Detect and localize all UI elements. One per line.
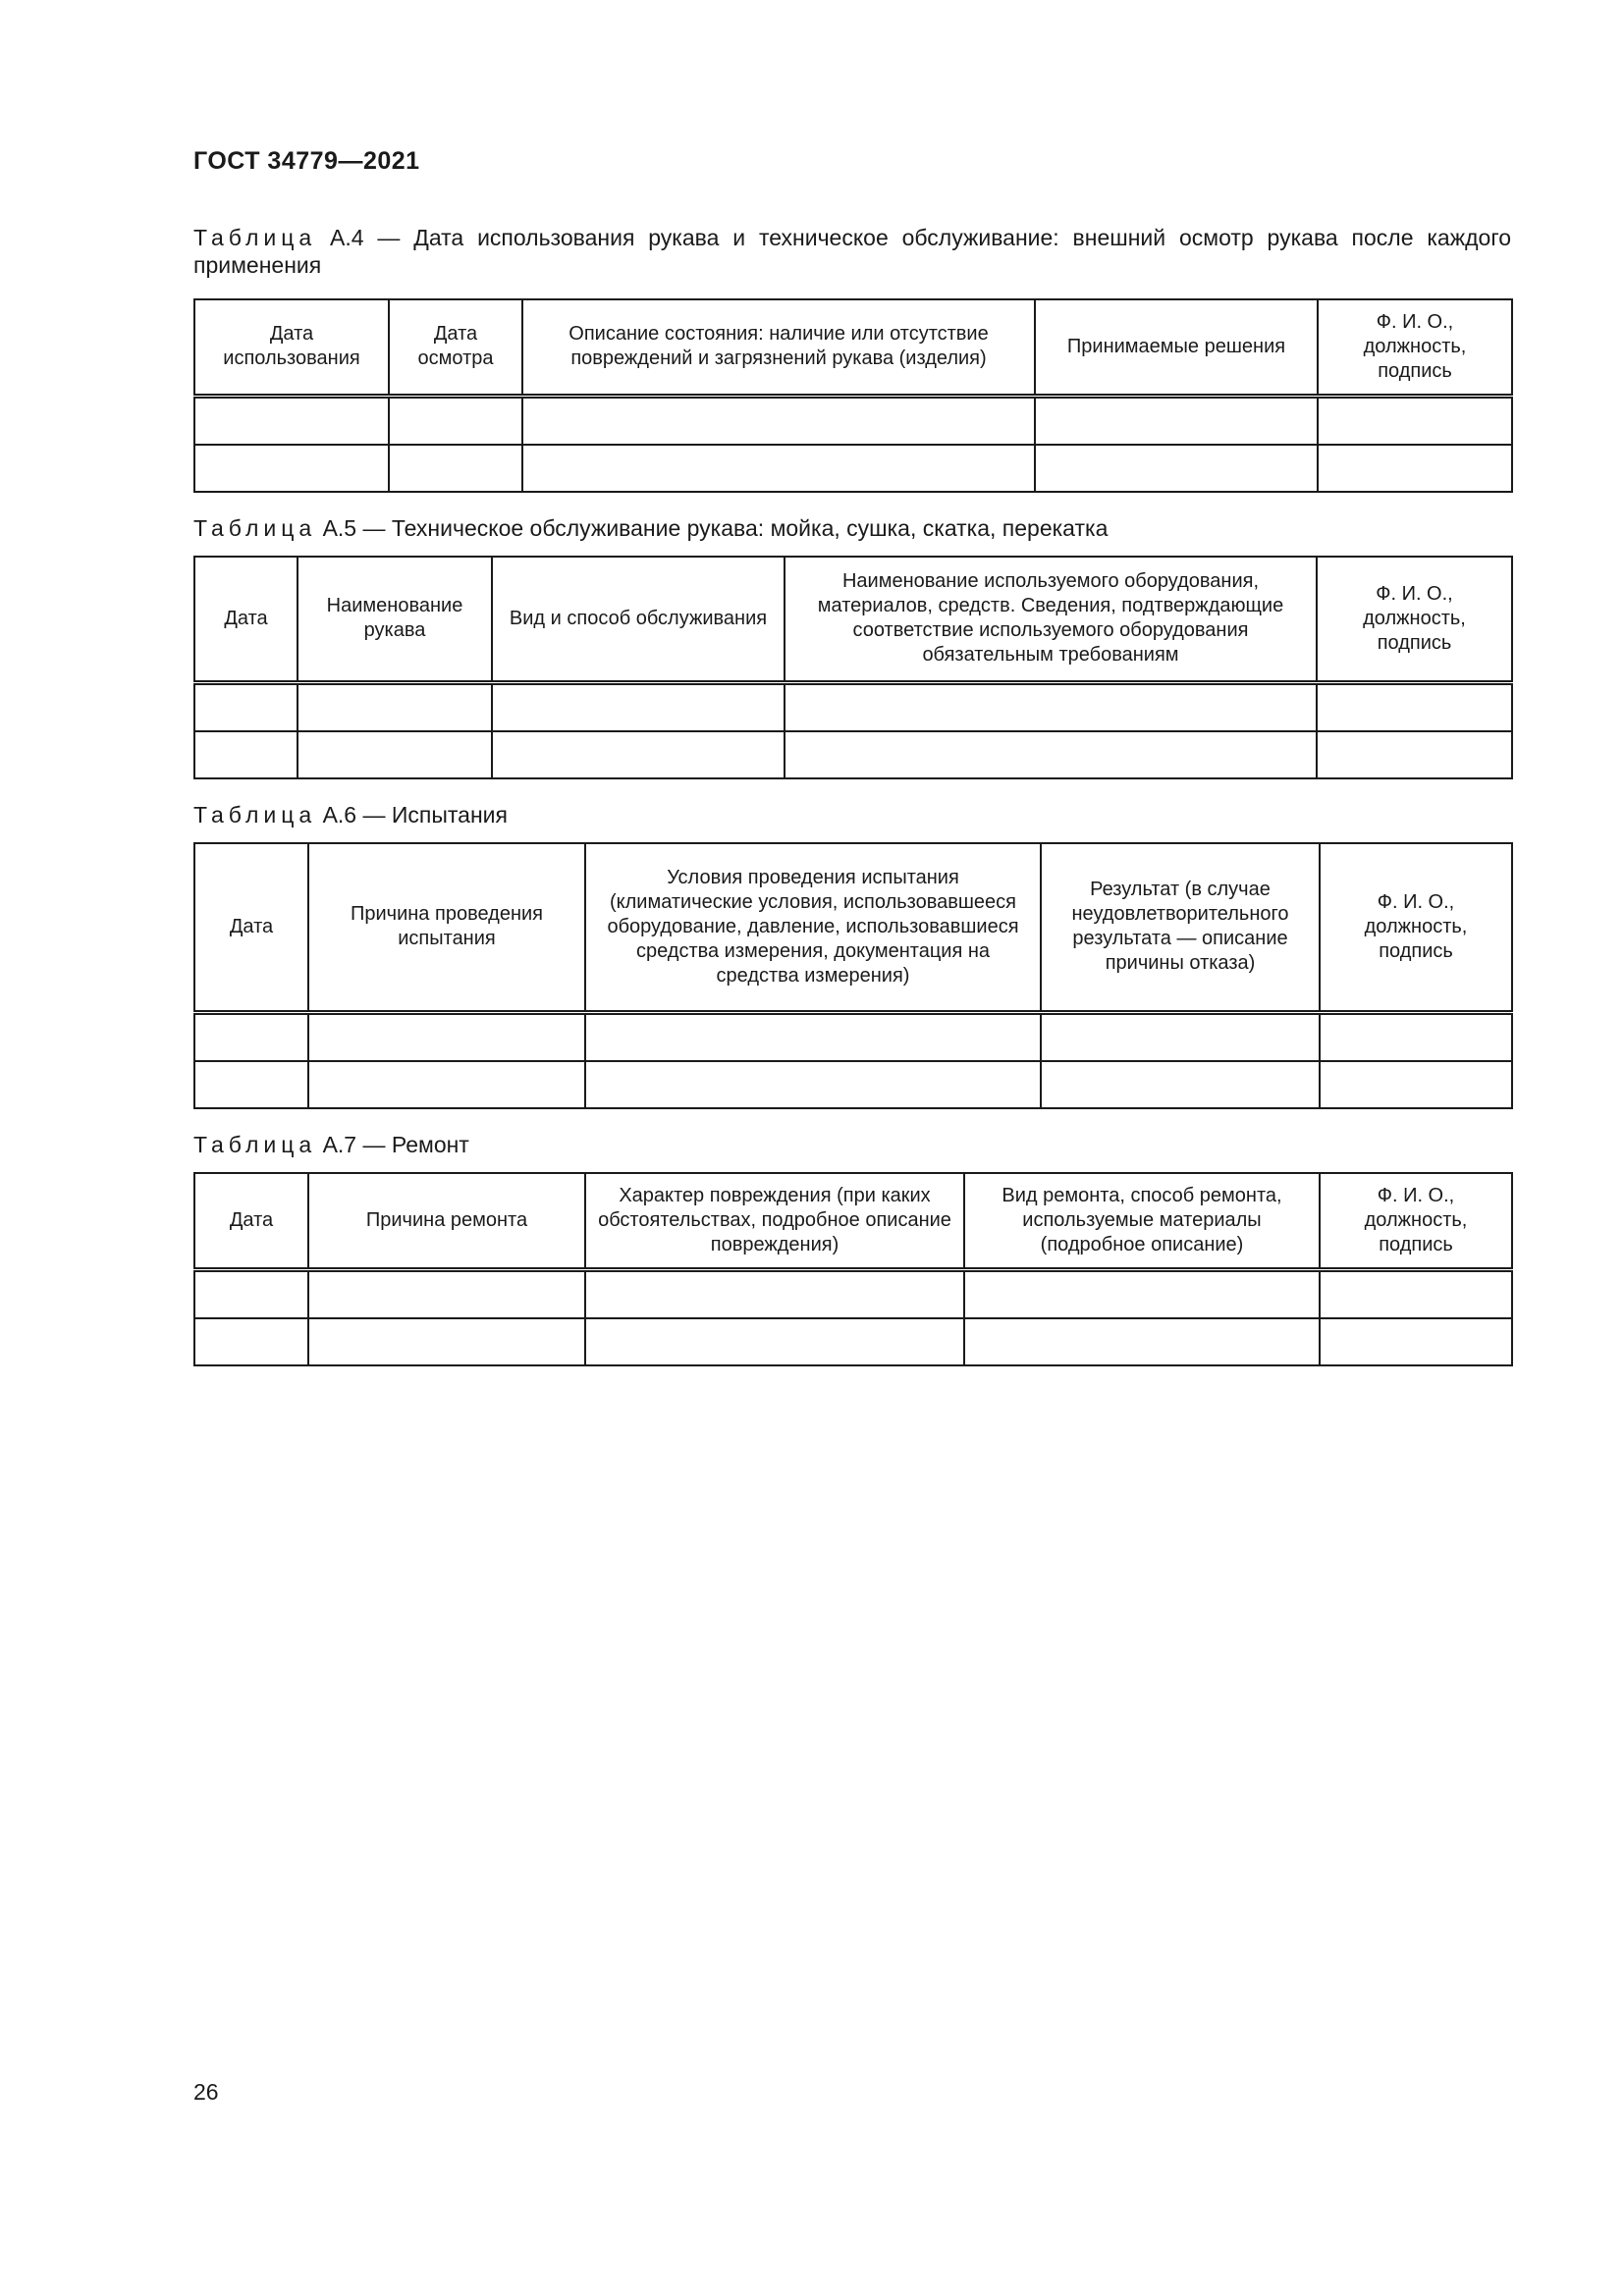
table-cell[interactable] xyxy=(1317,731,1512,778)
table-a6-header-signature: Ф. И. О., должность, подпись xyxy=(1320,843,1512,1012)
table-a4-header-signature: Ф. И. О., должность, подпись xyxy=(1318,299,1512,396)
table-a5-caption-text: А.5 — Техническое обслуживание рукава: мойка, сушка, скатка, перекатка xyxy=(316,515,1109,541)
table-cell[interactable] xyxy=(1318,396,1512,445)
document-header: ГОСТ 34779—2021 xyxy=(193,147,420,175)
table-a4-header-inspection-date: Дата осмотра xyxy=(389,299,522,396)
table-row xyxy=(194,1269,1512,1318)
table-a7-header-signature: Ф. И. О., должность, подпись xyxy=(1320,1173,1512,1269)
table-cell[interactable] xyxy=(194,445,389,492)
table-cell[interactable] xyxy=(522,396,1035,445)
table-cell[interactable] xyxy=(785,731,1317,778)
table-cell[interactable] xyxy=(1320,1012,1512,1061)
table-a5-header-service-type: Вид и способ обслуживания xyxy=(492,557,785,682)
table-a7-caption xyxy=(193,1131,1511,1158)
table-cell[interactable] xyxy=(1320,1269,1512,1318)
table-cell[interactable] xyxy=(1318,445,1512,492)
table-a6-caption xyxy=(193,801,1511,828)
table-a6-header-date: Дата xyxy=(194,843,308,1012)
table-cell[interactable] xyxy=(308,1012,585,1061)
table-a4-header-condition-description: Описание состояния: наличие или отсутствие повреждений и загрязнений рукава (изделия) xyxy=(522,299,1035,396)
table-a6-header-test-reason: Причина проведения испытания xyxy=(308,843,585,1012)
table-a5-header-date: Дата xyxy=(194,557,298,682)
table-a5-header-signature: Ф. И. О., должность, подпись xyxy=(1317,557,1512,682)
table-a7 xyxy=(193,1172,1513,1366)
table-row xyxy=(194,1318,1512,1365)
table-a7-header-repair-reason: Причина ремонта xyxy=(308,1173,585,1269)
table-cell[interactable] xyxy=(785,682,1317,731)
table-cell[interactable] xyxy=(964,1318,1320,1365)
table-cell[interactable] xyxy=(194,396,389,445)
table-cell[interactable] xyxy=(308,1061,585,1108)
table-cell[interactable] xyxy=(585,1269,964,1318)
table-a5-caption-prefix: Таблица xyxy=(193,515,317,541)
table-cell[interactable] xyxy=(194,1012,308,1061)
table-a7-header-date: Дата xyxy=(194,1173,308,1269)
table-row xyxy=(194,445,1512,492)
table-cell[interactable] xyxy=(1320,1318,1512,1365)
table-cell[interactable] xyxy=(1035,396,1318,445)
table-a7-caption-prefix: Таблица xyxy=(193,1132,317,1157)
table-a4-header-decisions: Принимаемые решения xyxy=(1035,299,1318,396)
table-cell[interactable] xyxy=(389,396,522,445)
table-cell[interactable] xyxy=(1320,1061,1512,1108)
table-a4 xyxy=(193,298,1513,493)
table-cell[interactable] xyxy=(194,1061,308,1108)
table-row xyxy=(194,1061,1512,1108)
table-cell[interactable] xyxy=(194,1269,308,1318)
table-a5-header-hose-name: Наименование рукава xyxy=(298,557,492,682)
table-a7-header-repair-type: Вид ремонта, способ ремонта, используемые материалы (подробное описание) xyxy=(964,1173,1320,1269)
table-cell[interactable] xyxy=(522,445,1035,492)
table-row xyxy=(194,682,1512,731)
table-a6-header-test-conditions: Условия проведения испытания (климатические условия, использовавшееся оборудование, давление, использовавшиеся средства измерения, документация на средства измерения) xyxy=(585,843,1041,1012)
table-cell[interactable] xyxy=(585,1318,964,1365)
table-cell[interactable] xyxy=(194,1318,308,1365)
table-a6-caption-text: А.6 — Испытания xyxy=(316,802,508,828)
table-cell[interactable] xyxy=(1317,682,1512,731)
table-cell[interactable] xyxy=(585,1061,1041,1108)
table-cell[interactable] xyxy=(298,731,492,778)
table-cell[interactable] xyxy=(308,1269,585,1318)
table-cell[interactable] xyxy=(964,1269,1320,1318)
table-a4-caption-prefix: Таблица xyxy=(193,225,317,250)
table-cell[interactable] xyxy=(1035,445,1318,492)
table-cell[interactable] xyxy=(194,731,298,778)
table-a5-header-equipment: Наименование используемого оборудования, материалов, средств. Сведения, подтверждающие соответствие используемого оборудования обязательным требованиям xyxy=(785,557,1317,682)
table-cell[interactable] xyxy=(585,1012,1041,1061)
table-a7-header-damage-nature: Характер повреждения (при каких обстоятельствах, подробное описание повреждения) xyxy=(585,1173,964,1269)
table-cell[interactable] xyxy=(492,682,785,731)
table-cell[interactable] xyxy=(389,445,522,492)
table-cell[interactable] xyxy=(194,682,298,731)
table-a5-caption xyxy=(193,514,1511,542)
table-cell[interactable] xyxy=(308,1318,585,1365)
table-cell[interactable] xyxy=(1041,1012,1320,1061)
table-a4-caption-text: А.4 — Дата использования рукава и техническое обслуживание: внешний осмотр рукава после каждого применения xyxy=(193,225,1511,278)
table-row xyxy=(194,396,1512,445)
table-a6 xyxy=(193,842,1513,1109)
table-a6-header-result: Результат (в случае неудовлетворительного результата — описание причины отказа) xyxy=(1041,843,1320,1012)
page-number: 26 xyxy=(193,2079,219,2105)
table-cell[interactable] xyxy=(492,731,785,778)
table-cell[interactable] xyxy=(298,682,492,731)
table-cell[interactable] xyxy=(1041,1061,1320,1108)
table-a4-caption xyxy=(193,224,1511,279)
table-a5 xyxy=(193,556,1513,779)
table-row xyxy=(194,1012,1512,1061)
table-row xyxy=(194,731,1512,778)
table-a4-header-usage-date: Дата использования xyxy=(194,299,389,396)
table-a7-caption-text: А.7 — Ремонт xyxy=(316,1132,469,1157)
table-a6-caption-prefix: Таблица xyxy=(193,802,317,828)
